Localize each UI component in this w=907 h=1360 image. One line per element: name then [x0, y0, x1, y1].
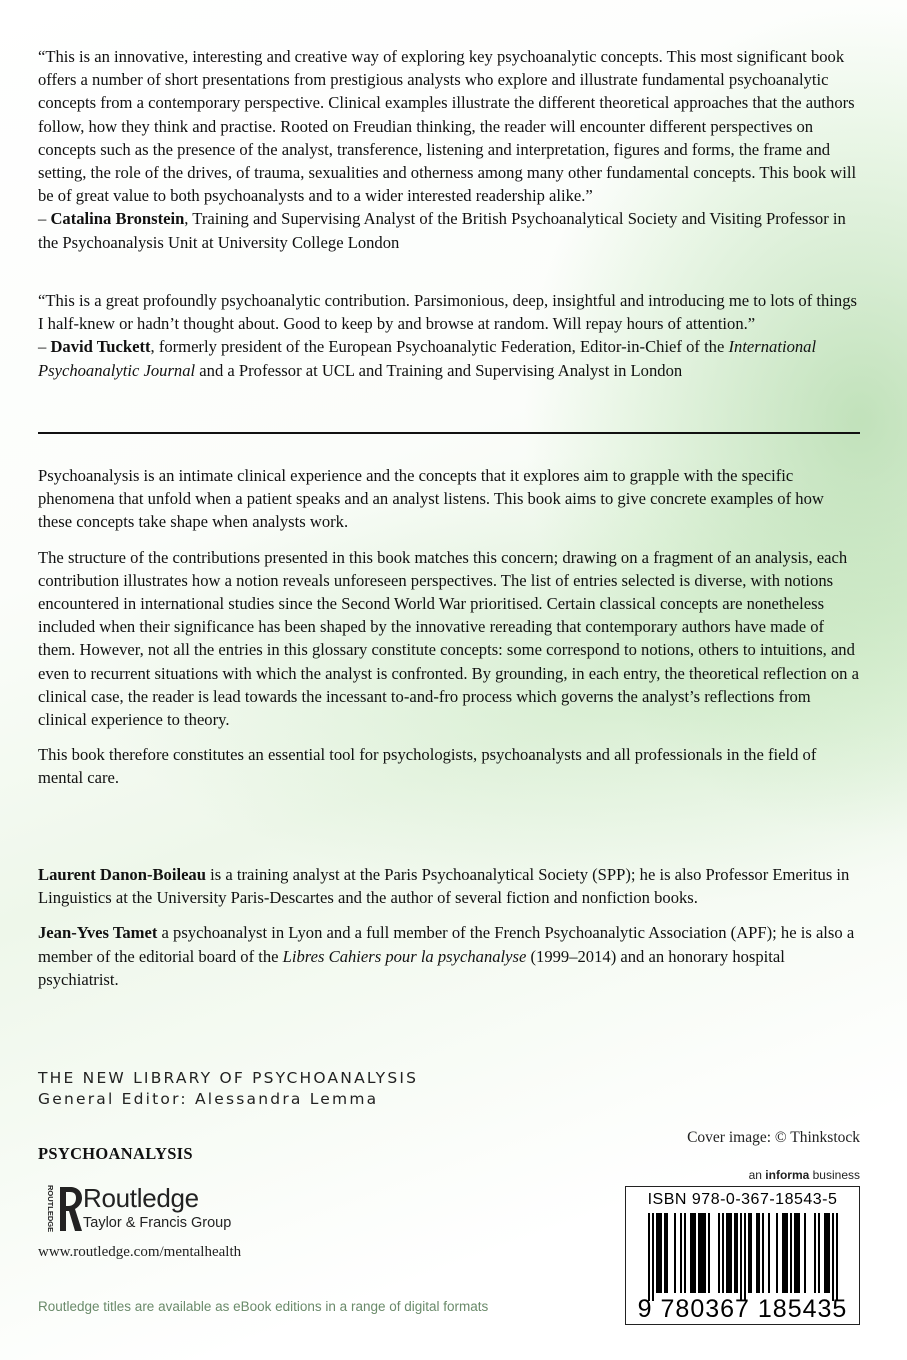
- routledge-logo: [38, 1183, 298, 1235]
- publisher-name: Routledge: [83, 1183, 199, 1213]
- endorsement-attribution: – Catalina Bronstein, Training and Supervising Analyst of the British Psychoanalytical Society and Visiting Professor in the Psychoanalysis Unit at University College London: [38, 209, 846, 252]
- barcode-bar: [784, 1213, 786, 1293]
- barcode-bar: [824, 1213, 826, 1293]
- barcode-bar: [768, 1213, 770, 1293]
- endorsement-quote: “This is an innovative, interesting and creative way of exploring key psychoanalytic concepts. This most significant book offers a number of short presentations from prestigious analysts who explore and illustrate fundamental psychoanalytic concepts from a contemporary perspective. Clinical examples illustrate the different theoretical approaches that the authors follow, how they think and practise. Rooted on Freudian thinking, the reader will encounter different perspectives on concepts such as the presence of the analyst, transference, listening and interpretation, figures and forms, the frame and setting, the role of the drives, of trauma, sexualities and otherness among many other fundamental concepts. This book will be of great value to both psychoanalysts and to a wider interested readership alike.”: [38, 47, 857, 206]
- barcode-bar: [722, 1213, 724, 1293]
- author-name: Laurent Danon-Boileau: [38, 865, 206, 884]
- barcode-bar: [684, 1213, 686, 1293]
- endorsement-bronstein: [38, 45, 862, 254]
- logo-side-text: ROUTLEDGE: [46, 1185, 55, 1233]
- barcode-bar: [796, 1213, 798, 1293]
- description-paragraph: The structure of the contributions presented in this book matches this concern; drawing on a fragment of an analysis, each contribution illustrates how a notion reveals unforeseen perspectives. The list of entries selected is diverse, with notions encountered in international studies since the Second World War prioritised. Certain classical concepts are nonetheless included when their significance has been shaped by the innovative rereading that contemporary authors have made of them. However, not all the entries in this glossary constitute concepts: some correspond to notions, others to intuitions, and even to recurrent situations with which the analyst is confronted. By grounding, in each entry, the theoretical reflection on a clinical case, the reader is lead towards the incessant to-and-fro process which governs the analyst’s reflections from clinical experience to theory.: [38, 547, 859, 730]
- description-paragraph: This book therefore constitutes an essential tool for psychologists, psychoanalysts and all professionals in the field of mental care.: [38, 745, 817, 788]
- barcode-bar: [652, 1213, 654, 1301]
- barcode-bar: [700, 1213, 702, 1293]
- barcode-bar: [692, 1213, 694, 1293]
- barcode-bar: [744, 1213, 746, 1301]
- barcode-bar: [762, 1213, 764, 1293]
- barcode-bar: [680, 1213, 682, 1293]
- barcode-bar: [648, 1213, 650, 1301]
- publisher-group: Taylor & Francis Group: [83, 1215, 232, 1231]
- book-description: [38, 464, 862, 790]
- series-title: THE NEW LIBRARY OF PSYCHOANALYSIS: [38, 1069, 419, 1087]
- barcode-bar: [658, 1213, 660, 1293]
- endorsement-attribution: – David Tuckett, formerly president of the European Psychoanalytic Federation, Editor-in-Chief of the International Psychoanalytic Journal and a Professor at UCL and Training and Supervising Analyst in London: [38, 337, 817, 380]
- ebook-note: Routledge titles are available as eBook editions in a range of digital formats: [38, 1299, 489, 1314]
- endorser-name: David Tuckett: [50, 337, 151, 357]
- barcode-bar: [826, 1213, 828, 1293]
- barcode-bar: [828, 1213, 830, 1293]
- barcode-bar: [790, 1213, 792, 1293]
- journal-title: International Psychoanalytic Journal: [38, 337, 817, 380]
- barcode-bar: [814, 1213, 816, 1293]
- barcode-bar: [674, 1213, 676, 1293]
- author-name: Jean-Yves Tamet: [38, 923, 158, 943]
- endorsement-tuckett: [38, 289, 862, 382]
- barcode-bar: [728, 1213, 730, 1293]
- author-bio: Laurent Danon-Boileau is a training analyst at the Paris Psychoanalytical Society (SPP); he is also Professor Emeritus in Linguistics at the University Paris-Descartes and the author of several fiction and nonfiction books.: [38, 865, 850, 908]
- barcode-bar: [736, 1213, 738, 1293]
- barcode-bar: [718, 1213, 720, 1293]
- barcode-bar: [798, 1213, 800, 1293]
- barcode-bar: [666, 1213, 668, 1293]
- barcode-bar: [702, 1213, 704, 1293]
- barcode-bar: [690, 1213, 692, 1293]
- barcode-bar: [704, 1213, 706, 1293]
- isbn-barcode: [625, 1186, 860, 1325]
- barcode-bar: [836, 1213, 838, 1301]
- barcode-bar: [818, 1213, 820, 1293]
- barcode-bar: [698, 1213, 700, 1293]
- barcode-bar: [786, 1213, 788, 1293]
- series-editor: General Editor: Alessandra Lemma: [38, 1090, 379, 1108]
- barcode-bar: [730, 1213, 732, 1293]
- isbn-label: ISBN 978-0-367-18543-5: [647, 1191, 838, 1208]
- barcode-bar: [756, 1213, 758, 1293]
- barcode-bar: [758, 1213, 760, 1293]
- barcode-bar: [832, 1213, 834, 1301]
- barcode-bar: [660, 1213, 662, 1293]
- barcode-bar: [794, 1213, 796, 1293]
- cover-credit: Cover image: © Thinkstock: [687, 1129, 860, 1146]
- subject-category: PSYCHOANALYSIS: [38, 1144, 193, 1163]
- publisher-url[interactable]: www.routledge.com/mentalhealth: [38, 1244, 242, 1260]
- barcode-bar: [740, 1213, 742, 1301]
- author-bio: Jean-Yves Tamet a psychoanalyst in Lyon and a full member of the French Psychoanalytic Association (APF); he is also a member of the editorial board of the Libres Cahiers pour la psychanalyse (1999–2014) and an honorary hospital psychiatrist.: [38, 923, 855, 989]
- endorsement-quote: “This is a great profoundly psychoanalytic contribution. Parsimonious, deep, insightful and introducing me to lots of things I half-knew or hadn’t thought about. Good to keep by and browse at random. Will repay hours of attention.”: [38, 291, 857, 334]
- barcode-bar: [734, 1213, 736, 1293]
- section-divider: [38, 432, 860, 434]
- barcode-bar: [708, 1213, 710, 1293]
- barcode-bar: [782, 1213, 784, 1293]
- barcode-bar: [656, 1213, 658, 1293]
- barcode-bar: [748, 1213, 750, 1293]
- barcode-bar: [776, 1213, 778, 1293]
- author-bios: [38, 863, 862, 991]
- journal-title: Libres Cahiers pour la psychanalyse: [282, 946, 527, 966]
- barcode-bar: [726, 1213, 728, 1293]
- series-info: [38, 1068, 418, 1110]
- informa-tagline: an informa business: [748, 1168, 860, 1182]
- barcode-bar: [750, 1213, 752, 1293]
- endorser-name: Catalina Bronstein: [50, 209, 185, 229]
- barcode-bar: [694, 1213, 696, 1293]
- barcode-digits: 9 780367 185435: [637, 1295, 848, 1323]
- description-paragraph: Psychoanalysis is an intimate clinical experience and the concepts that it explores aim to grapple with the specific phenomena that unfold when a patient speaks and an analyst listens. This book aims to give concrete examples of how these concepts take shape when analysts work.: [38, 466, 824, 532]
- barcode-bar: [664, 1213, 666, 1293]
- barcode-bar: [804, 1213, 806, 1293]
